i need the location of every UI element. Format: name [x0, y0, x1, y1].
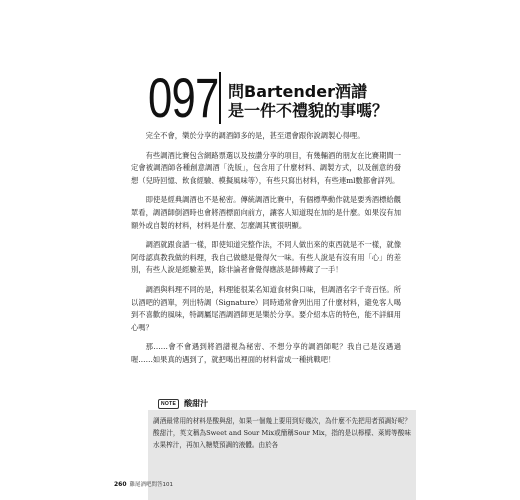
title-line-2: 是一件不禮貌的事嗎？ [228, 101, 389, 120]
paragraph: 即使是經典調酒也不是秘密。傳統調酒比賽中，有個標準動作就是要秀酒標給觀眾看，調酒師倒酒時也會將酒標面向前方，讓客人知道現在加的是什麼。如果沒有加額外或自製的材料，材料是什麼、怎麼調其實很明顯。 [131, 195, 401, 230]
paragraph: 完全不會，樂於分享的調酒師多的是，甚至還會跟你說調製心得哩。 [145, 131, 365, 140]
paragraph: 那……會不會遇到將酒譜視為秘密、不想分享的調酒師呢？我自己是沒遇過喔……如果真的遇到了，就把喝出裡面的材料當成一種挑戰吧！ [131, 342, 401, 364]
paragraph: 有些調酒比賽包含網路票選以及按讚分享的項目，有幾輛酒的朋友在比賽期間一定會被調酒師各種創意調酒「洗版」，包含用了什麼材料、調製方式，以及創意的發想（兒時回憶、飲食經驗、模擬風味等），有些只寫出材料，有些連ml數都會詳列。 [131, 150, 401, 185]
paragraph: 調酒就跟食譜一樣，即使知道完整作法，不同人做出來的東西就是不一樣，就像阿母認真教我做的料理，我自己做總是覺得欠一味。有些人說是有沒有用「心」的差別，有些人說是經驗差異，除非論者會覺得應該是師傅藏了一手！ [131, 240, 401, 275]
note-header [158, 398, 208, 409]
title-line-1: 問Bartender酒譜 [228, 82, 367, 101]
note-title: 酸甜汁 [184, 399, 209, 408]
page-number: 260 [114, 481, 127, 488]
page-footer [114, 480, 173, 488]
page-title [228, 82, 388, 120]
note-text: 調酒最常用的材料是酸與甜，如果一個幾上要用到好幾次，為什麼不先把用者預調好呢？酸甜汁，英文稱為Sweet and Sour Mix或簡稱Sour Mix，指的是以檸檬、萊姆等酸味水果榨汁，再加入糖漿預調的液體。由於各 [153, 417, 411, 449]
chapter-number: 097 [148, 66, 219, 129]
note-badge: NOTE [158, 399, 179, 409]
book-title: 雞尾酒吧問答101 [129, 482, 174, 488]
title-divider [219, 72, 221, 124]
body-text [131, 130, 401, 374]
paragraph: 調酒與料理不同的是，料理能很某名知道食材與口味，但調酒名字千奇百怪。所以酒吧的酒單，列出特調（Signature）同時通常會列出用了什麼材料，避免客人喝到不喜歡的風味，特調屬尾酒調酒師更是樂於分享。要介紹本店的特色，能不詳細用心嗎？ [131, 284, 401, 332]
